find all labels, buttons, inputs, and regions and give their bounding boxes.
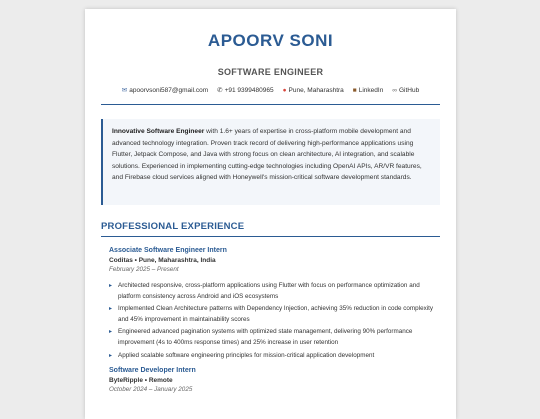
- contact-phone-text: +91 9399480965: [224, 86, 274, 94]
- contact-linkedin[interactable]: [353, 86, 384, 94]
- job-dates: October 2024 – January 2025: [109, 386, 193, 393]
- header-divider: [101, 104, 440, 105]
- contact-phone[interactable]: [217, 86, 273, 94]
- triangle-bullet-icon: ▸: [109, 306, 113, 313]
- job-entry: [109, 367, 438, 393]
- job-title: Associate Software Engineer Intern: [109, 247, 227, 254]
- job-title: Software Developer Intern: [109, 367, 196, 374]
- job-title-heading: SOFTWARE ENGINEER: [217, 67, 324, 77]
- summary-box: [101, 119, 440, 205]
- job-bullet: [109, 304, 438, 325]
- job-bullet: [109, 351, 438, 362]
- summary-text: with 1.6+ years of expertise in cross-platform mobile development and advanced technology integration. Proven track record of delivering high-performance applications using Flutter, Jetpack Compose, and Java with strong focus on clean architecture, AI integration, and scalable solutions. Experienced in implementing cutting-edge technologies including OpenAI APIs, AR/VR features, and Firebase cloud services aligned with Honeywell's mission-critical software development standards.: [112, 128, 422, 181]
- contact-email[interactable]: [122, 86, 208, 94]
- job-bullets: [109, 281, 438, 361]
- contact-location-text: Pune, Maharashtra: [288, 86, 344, 94]
- summary-lead: Innovative Software Engineer: [112, 128, 205, 135]
- link-icon: ∞: [392, 86, 397, 94]
- candidate-name: APOORV SONI: [207, 31, 334, 50]
- job-dates: February 2025 – Present: [109, 266, 179, 273]
- resume-page: [85, 9, 456, 419]
- briefcase-icon: ■: [352, 86, 357, 94]
- job-bullet: [109, 281, 438, 302]
- contact-bar: [85, 86, 456, 94]
- triangle-bullet-icon: ▸: [109, 329, 113, 336]
- contact-linkedin-text: LinkedIn: [358, 86, 384, 94]
- triangle-bullet-icon: ▸: [109, 352, 113, 359]
- contact-email-text: apoorvsoni587@gmail.com: [129, 86, 209, 94]
- job-bullet: [109, 327, 438, 348]
- job-company: ByteRipple • Remote: [109, 377, 173, 384]
- job-company: Coditas • Pune, Maharashtra, India: [109, 257, 216, 264]
- job-entry: [109, 247, 438, 363]
- job-bullet-text: Applied scalable software engineering principles for mission-critical application development: [118, 351, 375, 359]
- contact-github-text: GitHub: [398, 86, 420, 94]
- map-pin-icon: ●: [282, 86, 287, 94]
- contact-location: [283, 86, 344, 94]
- envelope-icon: ✉: [121, 87, 128, 94]
- job-bullet-text: Architected responsive, cross-platform applications using Flutter with focus on performance optimization and platform consistency across Android and iOS ecosystems: [118, 282, 420, 300]
- contact-github[interactable]: [392, 86, 419, 94]
- section-heading-experience: PROFESSIONAL EXPERIENCE: [101, 221, 440, 237]
- triangle-bullet-icon: ▸: [109, 283, 113, 289]
- job-bullet-text: Implemented Clean Architecture patterns with Dependency Injection, achieving 35% reduction in code complexity and 45% improvement in maintainability scores: [118, 305, 434, 323]
- job-bullet-text: Engineered advanced pagination systems with optimized state management, delivering 90% performance improvement (4s to 400ms response times) and 25% increase in user retention: [118, 328, 413, 346]
- phone-icon: ✆: [217, 87, 223, 94]
